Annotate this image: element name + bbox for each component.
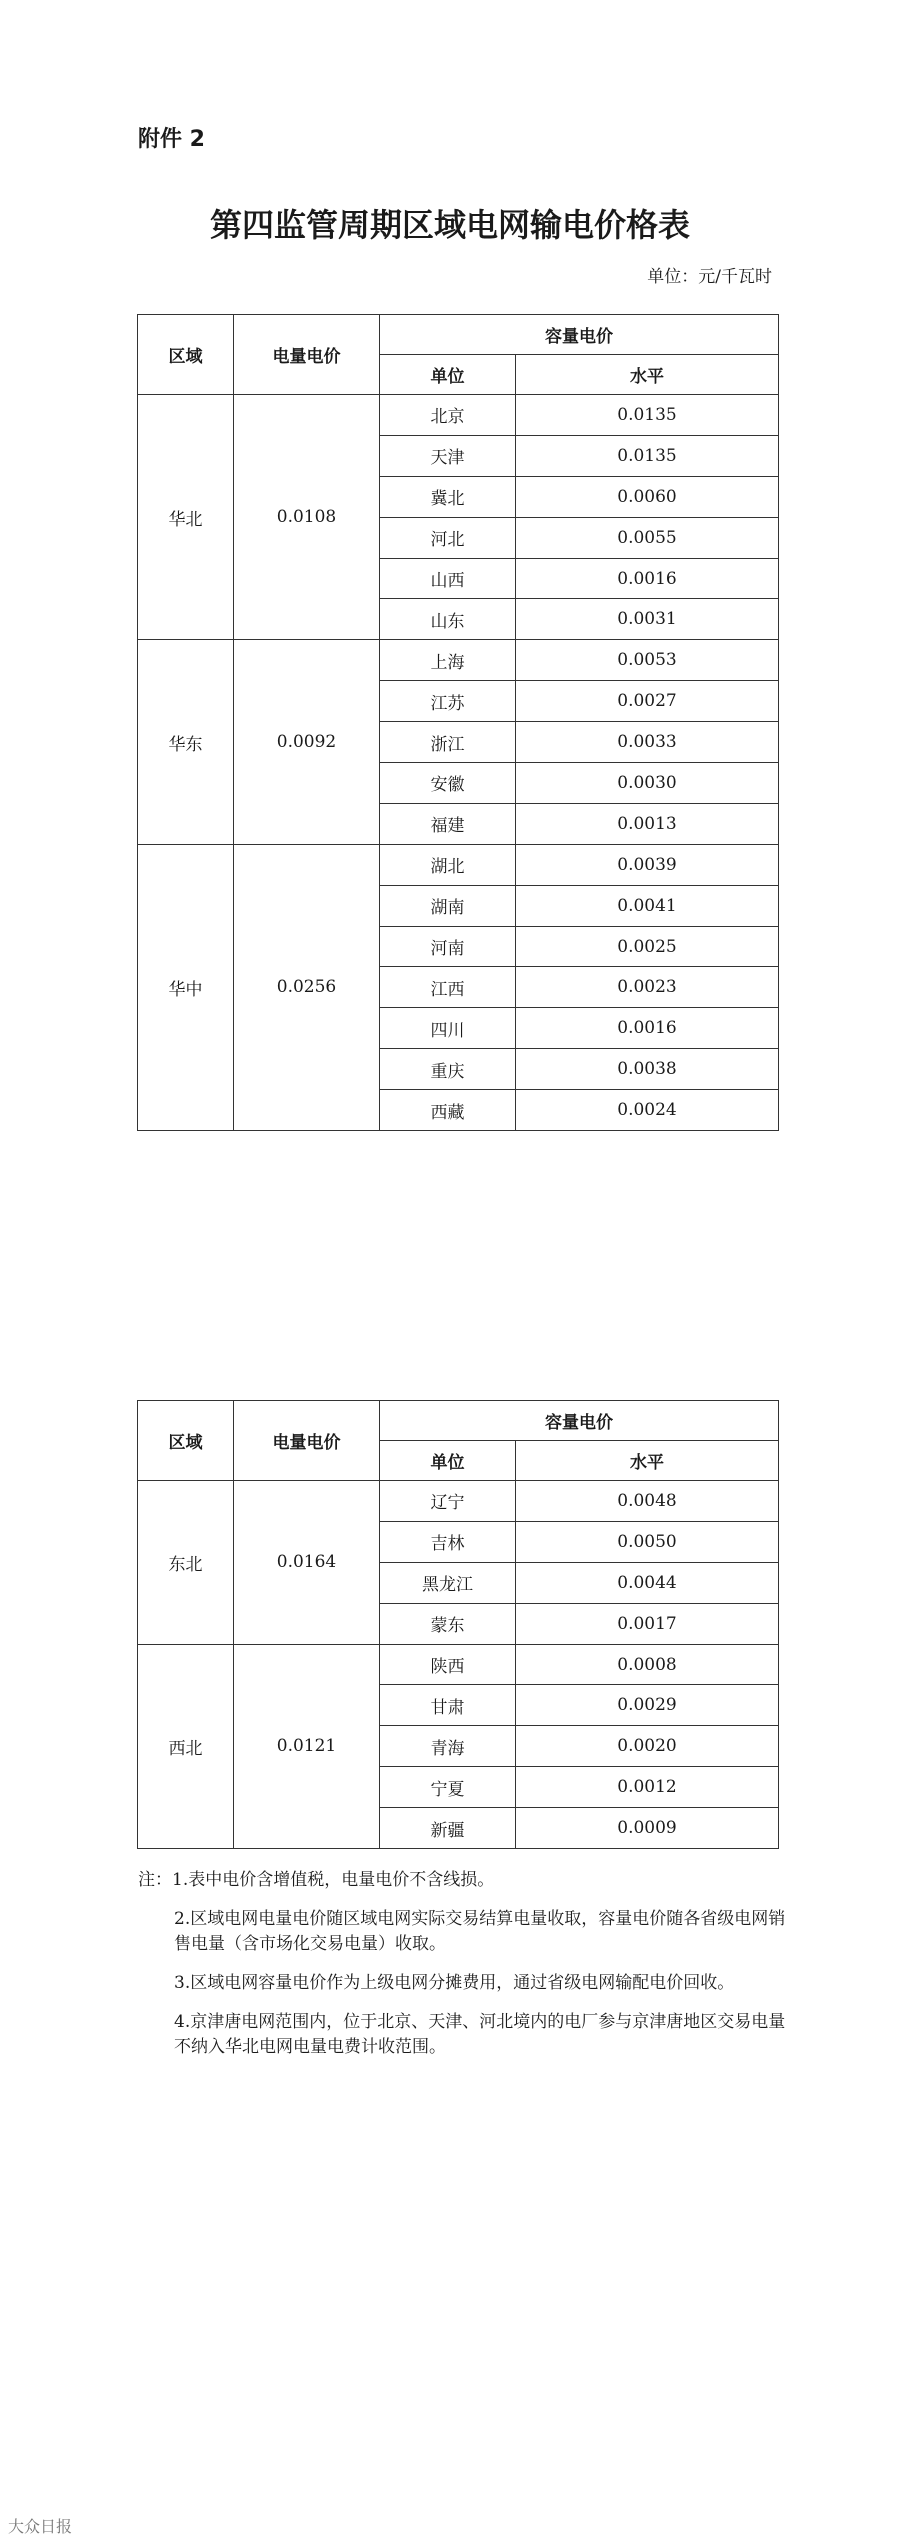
price-table-1 [137, 314, 779, 1131]
note-2: 2.区域电网电量电价随区域电网实际交易结算电量收取，容量电价随各省级电网销售电量（含市场化交易电量）收取。 [174, 1909, 786, 1954]
unit-cell: 湖南 [380, 885, 516, 926]
unit-cell: 四川 [380, 1008, 516, 1049]
unit-cell: 宁夏 [380, 1767, 516, 1808]
header-level: 水平 [516, 1441, 779, 1481]
level-cell: 0.0053 [516, 640, 779, 681]
unit-cell: 河北 [380, 517, 516, 558]
level-cell: 0.0135 [516, 395, 779, 436]
level-cell: 0.0039 [516, 844, 779, 885]
unit-cell: 北京 [380, 395, 516, 436]
table-row [138, 640, 779, 681]
level-cell: 0.0041 [516, 885, 779, 926]
region-cell: 华东 [138, 640, 234, 844]
table-row [138, 1481, 779, 1522]
level-cell: 0.0055 [516, 517, 779, 558]
unit-cell: 新疆 [380, 1808, 516, 1849]
header-capacity-price: 容量电价 [380, 1401, 779, 1441]
level-cell: 0.0016 [516, 558, 779, 599]
level-cell: 0.0023 [516, 967, 779, 1008]
level-cell: 0.0008 [516, 1644, 779, 1685]
unit-cell: 山西 [380, 558, 516, 599]
unit-cell: 天津 [380, 435, 516, 476]
header-capacity-price: 容量电价 [380, 315, 779, 355]
table-row [138, 395, 779, 436]
price-table-2 [137, 1400, 779, 1849]
level-cell: 0.0060 [516, 476, 779, 517]
energy-price-cell: 0.0164 [234, 1481, 380, 1645]
unit-cell: 重庆 [380, 1049, 516, 1090]
unit-cell: 青海 [380, 1726, 516, 1767]
region-cell: 西北 [138, 1644, 234, 1848]
note-3: 3.区域电网容量电价作为上级电网分摊费用，通过省级电网输配电价回收。 [174, 1973, 735, 1993]
unit-cell: 西藏 [380, 1090, 516, 1131]
note-4: 4.京津唐电网范围内，位于北京、天津、河北境内的电厂参与京津唐地区交易电量不纳入华北电网电量电费计收范围。 [174, 2012, 786, 2057]
level-cell: 0.0031 [516, 599, 779, 640]
watermark-logo: 大众日报 [8, 2517, 73, 2536]
level-cell: 0.0009 [516, 1808, 779, 1849]
header-energy-price: 电量电价 [234, 315, 380, 395]
level-cell: 0.0135 [516, 435, 779, 476]
region-cell: 华中 [138, 844, 234, 1130]
note-1: 注：1.表中电价含增值税，电量电价不含线损。 [138, 1870, 495, 1890]
energy-price-cell: 0.0108 [234, 395, 380, 640]
header-unit: 单位 [380, 355, 516, 395]
level-cell: 0.0050 [516, 1521, 779, 1562]
unit-cell: 上海 [380, 640, 516, 681]
unit-cell: 辽宁 [380, 1481, 516, 1522]
level-cell: 0.0044 [516, 1562, 779, 1603]
header-unit: 单位 [380, 1441, 516, 1481]
unit-cell: 蒙东 [380, 1603, 516, 1644]
level-cell: 0.0038 [516, 1049, 779, 1090]
unit-label: 单位：元/千瓦时 [647, 267, 772, 287]
level-cell: 0.0020 [516, 1726, 779, 1767]
unit-cell: 黑龙江 [380, 1562, 516, 1603]
unit-cell: 安徽 [380, 763, 516, 804]
level-cell: 0.0030 [516, 763, 779, 804]
unit-cell: 吉林 [380, 1521, 516, 1562]
table-row [138, 844, 779, 885]
unit-cell: 河南 [380, 926, 516, 967]
level-cell: 0.0027 [516, 681, 779, 722]
header-level: 水平 [516, 355, 779, 395]
unit-cell: 甘肃 [380, 1685, 516, 1726]
level-cell: 0.0048 [516, 1481, 779, 1522]
header-region: 区域 [138, 315, 234, 395]
unit-cell: 山东 [380, 599, 516, 640]
energy-price-cell: 0.0256 [234, 844, 380, 1130]
level-cell: 0.0017 [516, 1603, 779, 1644]
attachment-label: 附件 2 [138, 127, 205, 152]
notes [138, 1868, 788, 2074]
level-cell: 0.0029 [516, 1685, 779, 1726]
page-title: 第四监管周期区域电网输电价格表 [209, 206, 690, 244]
unit-cell: 浙江 [380, 722, 516, 763]
level-cell: 0.0033 [516, 722, 779, 763]
region-cell: 华北 [138, 395, 234, 640]
unit-cell: 江苏 [380, 681, 516, 722]
level-cell: 0.0024 [516, 1090, 779, 1131]
table-body [138, 395, 779, 1131]
table-body [138, 1481, 779, 1849]
unit-cell: 冀北 [380, 476, 516, 517]
unit-cell: 福建 [380, 803, 516, 844]
level-cell: 0.0016 [516, 1008, 779, 1049]
level-cell: 0.0012 [516, 1767, 779, 1808]
unit-cell: 陕西 [380, 1644, 516, 1685]
energy-price-cell: 0.0092 [234, 640, 380, 844]
region-cell: 东北 [138, 1481, 234, 1645]
unit-cell: 湖北 [380, 844, 516, 885]
energy-price-cell: 0.0121 [234, 1644, 380, 1848]
level-cell: 0.0025 [516, 926, 779, 967]
header-energy-price: 电量电价 [234, 1401, 380, 1481]
unit-cell: 江西 [380, 967, 516, 1008]
level-cell: 0.0013 [516, 803, 779, 844]
table-row [138, 1644, 779, 1685]
header-region: 区域 [138, 1401, 234, 1481]
